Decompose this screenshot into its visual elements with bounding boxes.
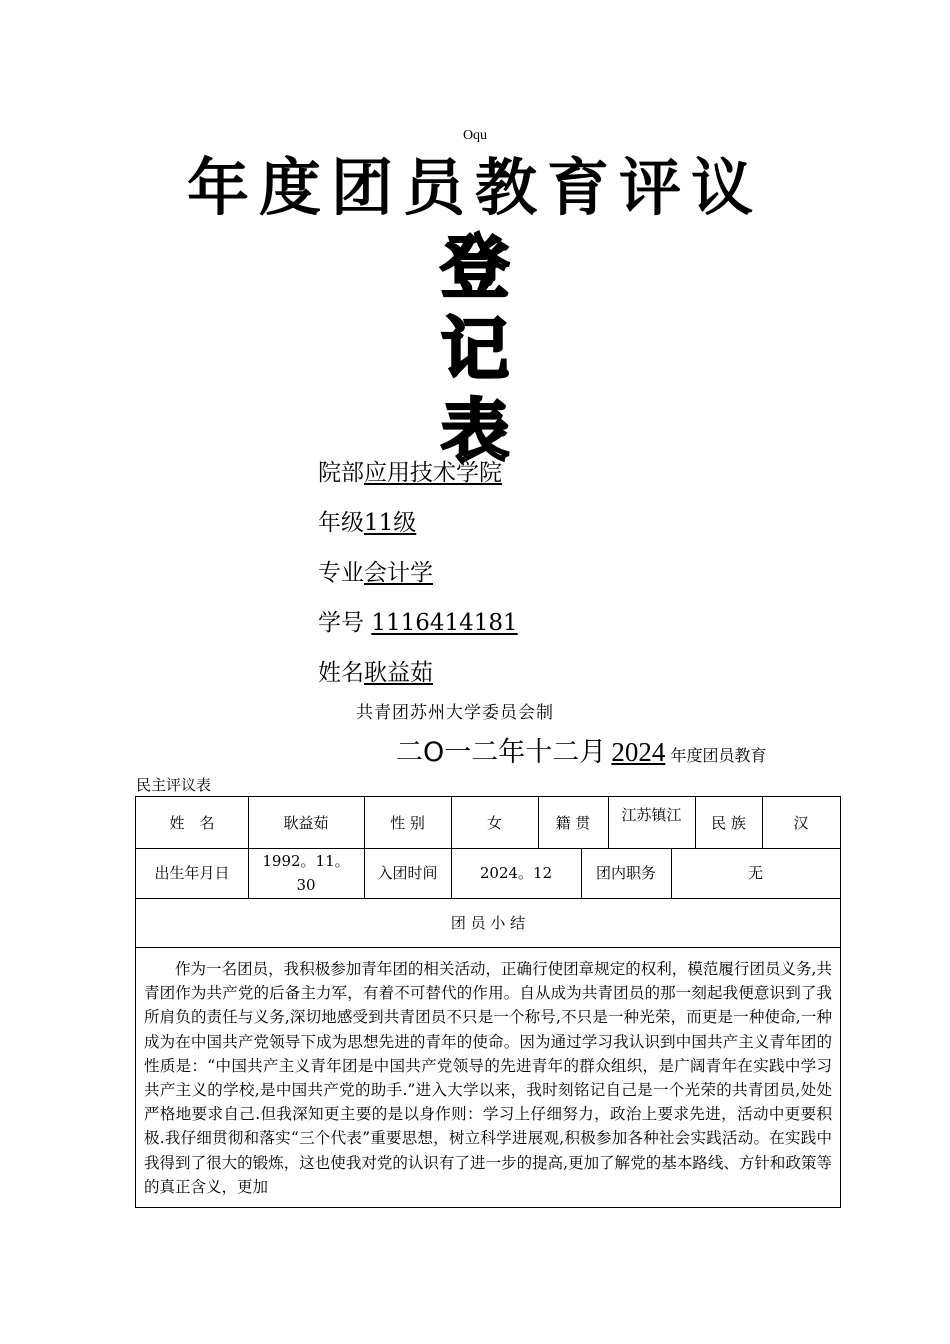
join-value-cell: 2024。12 bbox=[479, 864, 553, 882]
birth-value-cell: 1992。11。30 bbox=[262, 852, 350, 894]
header-mark: Oqu bbox=[462, 128, 488, 143]
origin-label-cell: 籍 贯 bbox=[555, 813, 591, 832]
title-char-3: 表 bbox=[440, 393, 509, 472]
name-label: 姓名 bbox=[318, 660, 364, 686]
date-year: 2024 bbox=[611, 737, 666, 767]
dept-value: 应用技术学院 bbox=[364, 460, 502, 486]
role-label-cell: 团内职务 bbox=[595, 864, 656, 882]
role-value-cell: 无 bbox=[747, 864, 763, 882]
name-value-cell: 耿益茹 bbox=[283, 813, 329, 832]
title-char-2: 记 bbox=[440, 311, 509, 390]
gender-value-cell: 女 bbox=[486, 813, 502, 832]
ethnic-value-cell: 汉 bbox=[793, 813, 809, 832]
origin-value-cell: 江苏镇江 bbox=[621, 806, 682, 824]
grade-line bbox=[318, 508, 416, 538]
date-line bbox=[396, 730, 766, 769]
student-id-label: 学号 bbox=[318, 610, 364, 636]
date-prefix: 二O一二年十二月 bbox=[396, 737, 607, 768]
row-divider bbox=[136, 947, 840, 948]
major-line bbox=[318, 558, 433, 588]
ethnic-label-cell: 民 族 bbox=[711, 813, 746, 832]
major-label: 专业 bbox=[318, 560, 364, 586]
grade-value: 11级 bbox=[364, 510, 417, 536]
evaluation-table bbox=[135, 796, 841, 1208]
dept-line bbox=[318, 458, 502, 488]
page-title: 年度团员教育评议 bbox=[186, 151, 763, 224]
name-value: 耿益茹 bbox=[364, 660, 433, 686]
issuing-organization: 共青团苏州大学委员会制 bbox=[356, 703, 554, 723]
summary-header: 团 员 小 结 bbox=[450, 913, 526, 932]
grade-label: 年级 bbox=[318, 510, 364, 536]
student-id-line bbox=[318, 608, 518, 638]
student-id-value: 1116414181 bbox=[371, 610, 518, 636]
dept-label: 院部 bbox=[318, 460, 364, 486]
gender-label-cell: 性 别 bbox=[390, 813, 425, 832]
major-value: 会计学 bbox=[364, 560, 433, 586]
name-label-cell: 姓 名 bbox=[169, 813, 215, 832]
summary-text: 作为一名团员，我积极参加青年团的相关活动，正确行使团章规定的权利，模范履行团员义务,共青团作为共产党的后备主力军，有着不可替代的作用。自从成为共青团员的那一刻起我便意识到了我所肩负的责任与义务,深切地感受到共青团员不只是一个称号,不只是一种光荣，而更是一种使命,一种成为在中国共产党领导下成为思想先进的青年的使命。因为通过学习我认识到中国共产主义青年团的性质是：“中国共产主义青年团是中国共产党领导的先进青年的群众组织，是广阔青年在实践中学习共产主义的学校,是中国共产党的助手.”进入大学以来，我时刻铭记自己是一个光荣的共青团员,处处严格地要求自己.但我深知更主要的是以身作则：学习上仔细努力，政治上要求先进，活动中更要积极.我仔细贯彻和落实“三个代表”重要思想，树立科学进展观,积极参加各种社会实践活动。在实践中我得到了很大的锻炼，这也使我对党的认识有了进一步的提高,更加了解党的基本路线、方针和政策等的真正含义，更加 bbox=[144, 960, 832, 1196]
birth-label-cell: 出生年月日 bbox=[154, 864, 230, 882]
name-line bbox=[318, 658, 433, 688]
date-suffix: 年度团员教育 bbox=[670, 746, 767, 765]
title-char-1: 登 bbox=[440, 229, 509, 308]
form-name: 民主评议表 bbox=[136, 776, 212, 794]
join-label-cell: 入团时间 bbox=[377, 864, 438, 882]
